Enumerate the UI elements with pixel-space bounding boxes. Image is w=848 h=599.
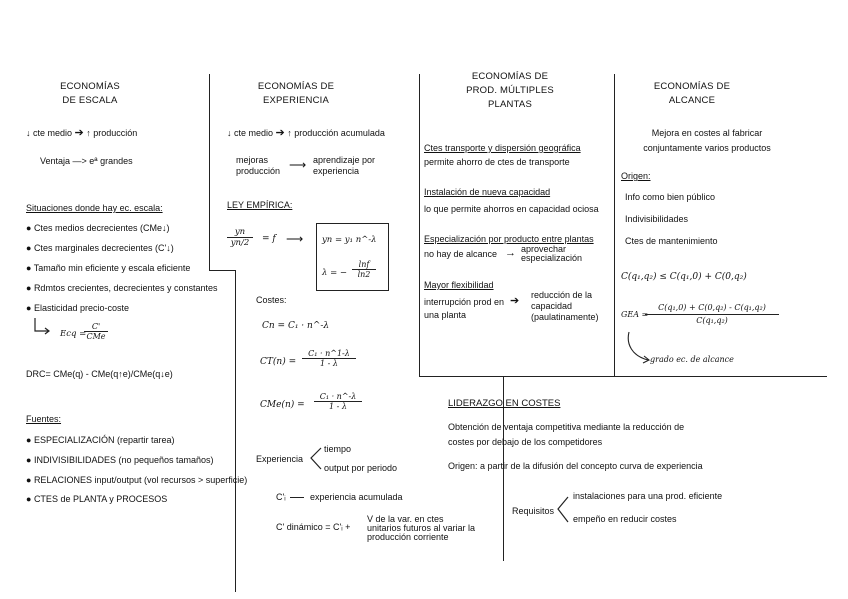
liderazgo-p1-1: Obtención de ventaja competitiva mediante la reducción de [448, 422, 685, 432]
situaciones-item: ● Ctes medios decrecientes (CMe↓) [26, 223, 170, 233]
divider-1-lower [235, 270, 236, 592]
col2-mejoras-2: producción [236, 166, 281, 176]
col1-eq1-right: ↑ producción [86, 128, 138, 138]
col2-title-2: EXPERIENCIA [262, 95, 330, 106]
situaciones-item: ● Elasticidad precio-coste [26, 303, 129, 313]
col2-experiencia: Experiencia [256, 454, 304, 464]
col2-cdin-left: C' dinámico = C'ᵢ + [276, 522, 351, 532]
fuentes-item: ● ESPECIALIZACIÓN (repartir tarea) [26, 435, 175, 445]
col3-s2-title: Instalación de nueva capacidad [424, 187, 551, 197]
cme-num: C₁ · n^-λ [314, 392, 362, 402]
col1-fuentes-title: Fuentes: [26, 414, 62, 424]
gea-num: C(q₁,0) + C(0,q₂) - C(q₁,q₂) [645, 302, 779, 315]
ley-box [316, 223, 389, 291]
col4-title-2: ALCANCE [668, 95, 716, 106]
col3-s1-text: permite ahorro de ctes de transporte [424, 157, 570, 167]
cdin-1: V de la var. en ctes [367, 514, 444, 524]
liderazgo-p1 [448, 420, 684, 450]
col2-ci: C'ᵢ [276, 492, 286, 502]
fuentes-item: ● CTES de PLANTA y PROCESOS [26, 494, 168, 504]
ecq-den: CMe [86, 332, 106, 341]
ley-frac-den: yn/2 [230, 238, 250, 248]
divider-3 [614, 74, 615, 376]
s4-left-1: interrupción prod en [424, 297, 505, 307]
fuentes-item: ● RELACIONES input/output (vol recursos > superficie) [26, 475, 248, 485]
col1-ventaja: Ventaja —> eª grandes [40, 156, 133, 166]
col2-cdin-text [367, 515, 475, 542]
origen-item: Indivisibilidades [625, 214, 689, 224]
col1-title [40, 80, 140, 108]
liderazgo-title: LIDERAZGO EN COSTES [448, 398, 561, 409]
box-lambda-fraction [352, 260, 376, 279]
col2-ley-title: LEY EMPÍRICA: [227, 200, 293, 210]
ecq-fraction [84, 322, 108, 341]
col1-eq1 [26, 126, 137, 139]
col2-exp-2: output por periodo [324, 463, 398, 473]
col4-desc-1: Mejora en costes al fabricar [651, 128, 763, 138]
arrow-right-icon: → [505, 247, 516, 259]
col2-aprendizaje-2: experiencia [313, 166, 360, 176]
dash-line [290, 497, 304, 498]
box-lambda: λ = − [322, 268, 348, 278]
gea-fraction [645, 302, 779, 327]
hook-arrow-icon [32, 318, 56, 338]
cdin-2: unitarios futuros al variar la [367, 523, 476, 533]
gea-den: C(q₁,q₂) [696, 316, 728, 325]
col2-ci-text: experiencia acumulada [310, 492, 403, 502]
col1-title-1: ECONOMÍAS [60, 81, 120, 92]
ecq-label: Ecq = [60, 329, 87, 339]
situaciones-item: ● Rdmtos crecientes, decrecientes y constantes [26, 283, 218, 293]
arrow-right-icon: ➔ [275, 127, 285, 139]
gea-left: GEA = [621, 310, 649, 319]
col2-aprendizaje [313, 155, 375, 177]
col3-s3-left: no hay de alcance [424, 249, 498, 259]
col4-origen-title: Origen: [621, 171, 651, 181]
col4-title [632, 80, 752, 108]
s4-left-2: una planta [424, 310, 467, 320]
col4-ineq: C(q₁,q₂) ≤ C(q₁,0) + C(0,q₂) [621, 272, 747, 282]
liderazgo-req-1: instalaciones para una prod. eficiente [573, 491, 723, 501]
liderazgo-p2: Origen: a partir de la difusión del concepto curva de experiencia [448, 461, 703, 471]
s4-right-3: (paulatinamente) [531, 312, 599, 322]
col2-eq1-left: ↓ cte medio [227, 128, 274, 138]
cme-fraction [314, 392, 362, 411]
situaciones-item-label: Ctes medios decrecientes (CMe↓) [33, 223, 170, 233]
ctn-den: 1 - λ [320, 359, 338, 368]
col3-s1-title: Ctes transporte y dispersión geográfica [424, 143, 581, 153]
ecq-num: C' [84, 322, 108, 332]
col1-situaciones-title: Situaciones donde hay ec. escala: [26, 203, 163, 213]
col3-title [450, 70, 570, 112]
col3-title-1: ECONOMÍAS DE [471, 71, 549, 82]
cme-den: 1 - λ [329, 402, 347, 411]
s4-right-1: reducción de la [531, 290, 593, 300]
liderazgo-requisitos: Requisitos [512, 506, 555, 516]
origen-item: Ctes de mantenimiento [625, 236, 718, 246]
col3-title-2: PROD. MÚLTIPLES [466, 85, 554, 96]
col3-s4-title: Mayor flexibilidad [424, 280, 494, 290]
col2-mejoras [236, 155, 280, 177]
situaciones-item: ● Tamaño min eficiente y escala eficiente [26, 263, 191, 273]
arrow-right-icon: ➔ [74, 127, 84, 139]
divider-horizontal [419, 376, 827, 377]
fuentes-item-label: INDIVISIBILIDADES (no pequeños tamaños) [33, 455, 214, 465]
col3-s3-title: Especialización por producto entre plantas [424, 234, 594, 244]
arrow-right-icon: ⟶ [286, 232, 304, 246]
cdin-3: producción corriente [367, 532, 449, 542]
cme-left: CMe(n) = [260, 400, 305, 410]
col4-grado: grado ec. de alcance [650, 355, 734, 364]
origen-item: Info como bien público [625, 192, 716, 202]
situaciones-item: ● Ctes marginales decrecientes (C'↓) [26, 243, 174, 253]
liderazgo-p1-2: costes por debajo de los competidores [448, 437, 603, 447]
ley-fraction [227, 227, 253, 248]
box-eq1: yn = y₁ n^-λ [322, 235, 377, 245]
col3-s4-left [424, 296, 504, 322]
s3-right-1: aprovechar [521, 244, 567, 254]
situaciones-item-label: Rdmtos crecientes, decrecientes y constantes [33, 283, 218, 293]
col2-eq1 [227, 126, 385, 139]
col2-eq1-right: ↑ producción acumulada [287, 128, 385, 138]
liderazgo-req-2: empeño en reducir costes [573, 514, 677, 524]
situaciones-item-label: Tamaño min eficiente y escala eficiente [33, 263, 191, 273]
fuentes-item-label: ESPECIALIZACIÓN (repartir tarea) [33, 435, 175, 445]
divider-2 [419, 74, 420, 376]
situaciones-item-label: Ctes marginales decrecientes (C'↓) [33, 243, 174, 253]
divider-1-step [209, 270, 235, 271]
col1-title-2: DE ESCALA [62, 95, 118, 106]
col2-exp-1: tiempo [324, 444, 352, 454]
fuentes-item: ● INDIVISIBILIDADES (no pequeños tamaños) [26, 455, 214, 465]
ctn-fraction [302, 349, 356, 368]
col3-title-3: PLANTAS [488, 99, 532, 110]
s4-right-2: capacidad [531, 301, 573, 311]
col2-aprendizaje-1: aprendizaje por [313, 155, 376, 165]
col2-costes-title: Costes: [256, 295, 287, 305]
cn-eq: Cn = C₁ · n^-λ [262, 321, 330, 331]
fuentes-item-label: CTES de PLANTA y PROCESOS [33, 494, 168, 504]
arrow-right-icon: ➔ [510, 295, 520, 307]
col1-eq1-left: ↓ cte medio [26, 128, 73, 138]
fuentes-item-label: RELACIONES input/output (vol recursos > superficie) [33, 475, 248, 485]
box-lambda-den: ln2 [357, 270, 371, 279]
col2-mejoras-1: mejoras [236, 155, 269, 165]
col4-desc-2: conjuntamente varios productos [643, 143, 771, 153]
ctn-left: CT(n) = [260, 357, 297, 367]
col3-s4-right [531, 290, 599, 323]
brace-icon [556, 496, 570, 524]
col2-title-1: ECONOMÍAS DE [257, 81, 335, 92]
col3-s3-right [521, 245, 582, 263]
ley-eq: = f [262, 234, 276, 244]
ley-frac-num: yn [227, 227, 253, 238]
divider-1 [209, 74, 210, 270]
col4-desc [622, 126, 792, 156]
situaciones-item-label: Elasticidad precio-coste [33, 303, 129, 313]
ctn-num: C₁ · n^1-λ [302, 349, 356, 359]
brace-icon [309, 447, 323, 471]
col1-drc: DRC= CMe(q) - CMe(q↑e)/CMe(q↓e) [26, 369, 173, 379]
col2-title [236, 80, 356, 108]
col4-title-1: ECONOMÍAS DE [653, 81, 731, 92]
s3-right-2: especialización [521, 253, 583, 263]
box-lambda-num: lnf [352, 260, 376, 270]
arrow-right-icon: ⟶ [289, 158, 307, 172]
col3-s2-text: lo que permite ahorros en capacidad ociosa [424, 204, 599, 214]
